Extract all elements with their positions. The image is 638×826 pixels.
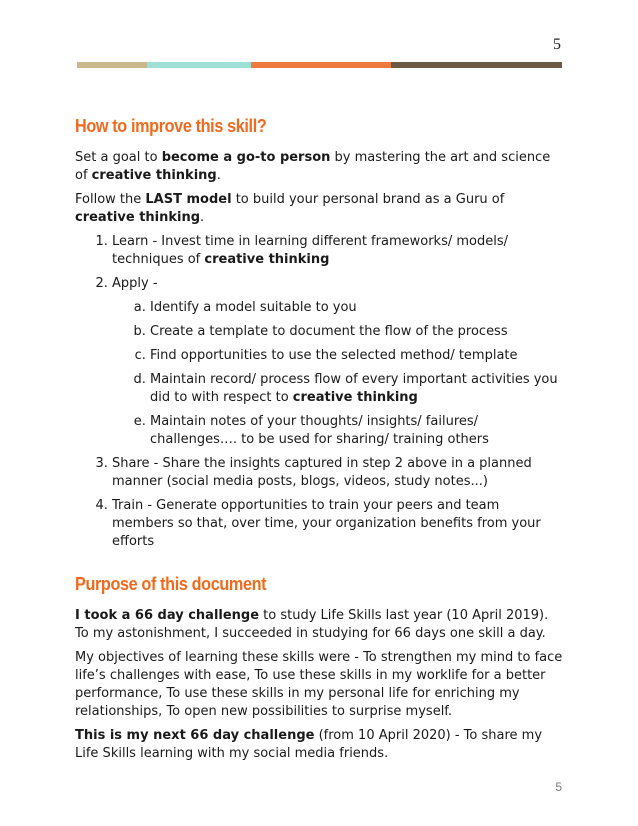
footer-page-number: 5 — [555, 780, 562, 794]
header-color-bar — [77, 62, 562, 68]
text-run: Apply - — [112, 276, 158, 291]
list-item-learn — [112, 233, 565, 269]
text-run: . — [200, 210, 205, 225]
paragraph-objectives: My objectives of learning these skills were - To strengthen my mind to face life’s challenges with ease, To use these skills in my worklife for a better performance, To use these skills in my personal life for enriching my relationships, To open new possibilities to surprise myself. — [75, 650, 563, 719]
sub-item-c: c. Find opportunities to use the selected method/ template — [150, 347, 565, 365]
apply-sub-list — [112, 299, 565, 449]
sub-item-e: e. Maintain notes of your thoughts/ insights/ failures/ challenges…. to be used for sharing/ training others — [150, 413, 565, 449]
text-run: . — [216, 168, 221, 183]
sub-item-a: a. Identify a model suitable to you — [150, 299, 565, 317]
bold-run: This is my next 66 day challenge — [75, 728, 315, 743]
paragraph-last-model — [75, 191, 565, 227]
bold-run: creative thinking — [204, 252, 330, 267]
bold-run: creative thinking — [292, 390, 418, 405]
color-bar-segment-tan — [77, 62, 147, 68]
list-item-share: 3. Share - Share the insights captured in step 2 above in a planned manner (social media posts, blogs, videos, study notes...) — [112, 455, 565, 491]
bold-run: LAST model — [145, 192, 232, 207]
bold-run: creative thinking — [91, 168, 217, 183]
bold-run: I took a 66 day challenge — [75, 608, 260, 623]
text-run: Follow the — [75, 192, 146, 207]
last-model-list — [75, 233, 565, 551]
text-run: Set a goal to — [75, 150, 162, 165]
paragraph-challenge — [75, 607, 565, 643]
paragraph-goal — [75, 149, 565, 185]
bold-run: creative thinking — [75, 210, 201, 225]
color-bar-segment-brown — [391, 62, 562, 68]
text-run: to build your personal brand as a Guru of — [231, 192, 505, 207]
color-bar-segment-aqua — [147, 62, 251, 68]
sub-item-d — [150, 371, 565, 407]
text-run: by mastering the art and science of — [75, 150, 551, 183]
sub-item-b: b. Create a template to document the flow of the process — [150, 323, 565, 341]
text-run: to study Life Skills last year (10 April 2019). To my astonishment, I succeeded in studying for 66 days one skill a day. — [75, 608, 549, 641]
text-run: Learn - Invest time in learning different frameworks/ models/ techniques of — [112, 234, 508, 267]
section-heading-improve: How to improve this skill? — [75, 116, 267, 136]
text-run: (from 10 April 2020) - To share my Life Skills learning with my social media friends. — [75, 728, 543, 761]
document-body — [75, 117, 565, 769]
bold-run: become a go-to person — [161, 150, 331, 165]
list-item-train: 4. Train - Generate opportunities to train your peers and team members so that, over time, your organization benefits from your efforts — [112, 497, 565, 551]
color-bar-segment-orange — [251, 62, 391, 68]
list-item-apply — [112, 275, 565, 449]
section-heading-purpose: Purpose of this document — [75, 574, 267, 594]
paragraph-next-challenge — [75, 727, 565, 763]
header-page-number: 5 — [553, 36, 561, 53]
text-run: Maintain record/ process flow of every important activities you did to with respect to — [150, 372, 558, 405]
